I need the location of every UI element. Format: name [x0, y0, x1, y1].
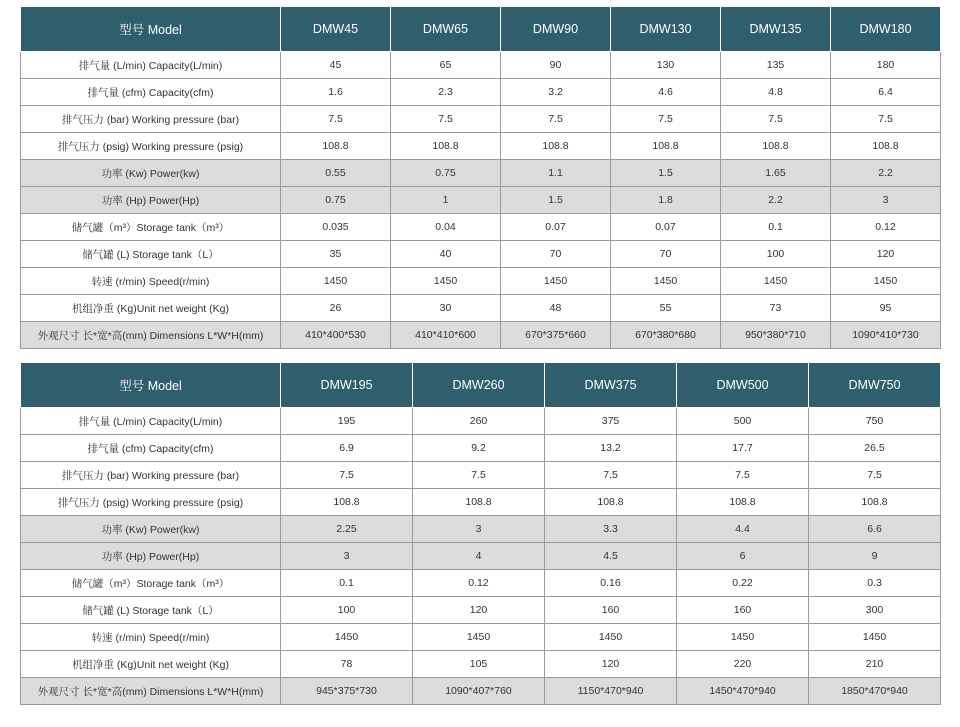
spec-row-label: 排气量 (cfm) Capacity(cfm) — [21, 435, 281, 462]
spec-cell: 3 — [831, 187, 941, 214]
spec-cell: 0.16 — [545, 570, 677, 597]
spec-cell: 1450 — [831, 268, 941, 295]
spec-row — [21, 462, 941, 489]
spec-cell: 0.12 — [831, 214, 941, 241]
spec-cell: 70 — [611, 241, 721, 268]
spec-cell: 1450 — [391, 268, 501, 295]
spec-cell: 100 — [721, 241, 831, 268]
spec-cell: 0.22 — [677, 570, 809, 597]
spec-cell: 670*380*680 — [611, 322, 721, 349]
spec-cell: 108.8 — [677, 489, 809, 516]
spec-cell: 120 — [413, 597, 545, 624]
model-name: DMW500 — [677, 363, 809, 408]
spec-cell: 2.3 — [391, 79, 501, 106]
spec-cell: 1450 — [677, 624, 809, 651]
spec-row-label: 功率 (Kw) Power(kw) — [21, 516, 281, 543]
spec-cell: 135 — [721, 52, 831, 79]
model-name: DMW90 — [501, 7, 611, 52]
spec-cell: 13.2 — [545, 435, 677, 462]
spec-cell: 9.2 — [413, 435, 545, 462]
spec-row-label: 排气压力 (bar) Working pressure (bar) — [21, 462, 281, 489]
spec-row — [21, 651, 941, 678]
spec-cell: 4.8 — [721, 79, 831, 106]
spec-row-label: 储气罐 (L) Storage tank（L） — [21, 597, 281, 624]
spec-cell: 3 — [413, 516, 545, 543]
spec-row — [21, 52, 941, 79]
spec-cell: 0.3 — [809, 570, 941, 597]
spec-cell: 0.07 — [501, 214, 611, 241]
spec-cell: 108.8 — [391, 133, 501, 160]
spec-cell: 3.3 — [545, 516, 677, 543]
spec-row — [21, 597, 941, 624]
spec-row-label: 排气压力 (psig) Working pressure (psig) — [21, 489, 281, 516]
spec-cell: 0.1 — [721, 214, 831, 241]
model-header-label: 型号 Model — [21, 363, 281, 408]
spec-cell: 3 — [281, 543, 413, 570]
spec-row-label: 功率 (Kw) Power(kw) — [21, 160, 281, 187]
spec-cell: 48 — [501, 295, 611, 322]
spec-cell: 160 — [677, 597, 809, 624]
spec-cell: 2.25 — [281, 516, 413, 543]
spec-cell: 375 — [545, 408, 677, 435]
model-name: DMW180 — [831, 7, 941, 52]
spec-cell: 17.7 — [677, 435, 809, 462]
spec-row — [21, 570, 941, 597]
spec-cell: 0.75 — [391, 160, 501, 187]
spec-row — [21, 106, 941, 133]
spec-cell: 1450 — [281, 268, 391, 295]
spec-cell: 4.4 — [677, 516, 809, 543]
spec-cell: 4 — [413, 543, 545, 570]
spec-cell: 108.8 — [501, 133, 611, 160]
spec-row — [21, 678, 941, 705]
spec-row — [21, 133, 941, 160]
spec-row-label: 转速 (r/min) Speed(r/min) — [21, 624, 281, 651]
spec-cell: 108.8 — [831, 133, 941, 160]
spec-cell: 120 — [545, 651, 677, 678]
spec-cell: 108.8 — [611, 133, 721, 160]
spec-cell: 6 — [677, 543, 809, 570]
spec-row — [21, 624, 941, 651]
spec-cell: 0.12 — [413, 570, 545, 597]
spec-cell: 180 — [831, 52, 941, 79]
spec-cell: 108.8 — [281, 489, 413, 516]
spec-cell: 300 — [809, 597, 941, 624]
spec-cell: 90 — [501, 52, 611, 79]
spec-cell: 210 — [809, 651, 941, 678]
spec-cell: 9 — [809, 543, 941, 570]
spec-cell: 105 — [413, 651, 545, 678]
spec-row — [21, 187, 941, 214]
spec-row-label: 功率 (Hp) Power(Hp) — [21, 543, 281, 570]
spec-row — [21, 489, 941, 516]
spec-cell: 108.8 — [281, 133, 391, 160]
model-name: DMW65 — [391, 7, 501, 52]
spec-cell: 1090*410*730 — [831, 322, 941, 349]
model-name: DMW45 — [281, 7, 391, 52]
spec-table-2 — [20, 362, 941, 705]
spec-cell: 120 — [831, 241, 941, 268]
spec-row-label: 外观尺寸 长*宽*高(mm) Dimensions L*W*H(mm) — [21, 322, 281, 349]
spec-cell: 195 — [281, 408, 413, 435]
spec-cell: 108.8 — [809, 489, 941, 516]
spec-cell: 45 — [281, 52, 391, 79]
spec-cell: 160 — [545, 597, 677, 624]
spec-cell: 6.6 — [809, 516, 941, 543]
spec-cell: 670*375*660 — [501, 322, 611, 349]
spec-cell: 35 — [281, 241, 391, 268]
model-name: DMW135 — [721, 7, 831, 52]
spec-cell: 7.5 — [391, 106, 501, 133]
spec-cell: 1850*470*940 — [809, 678, 941, 705]
spec-cell: 950*380*710 — [721, 322, 831, 349]
spec-cell: 65 — [391, 52, 501, 79]
spec-row — [21, 516, 941, 543]
spec-cell: 7.5 — [809, 462, 941, 489]
spec-row-label: 排气量 (L/min) Capacity(L/min) — [21, 52, 281, 79]
spec-cell: 30 — [391, 295, 501, 322]
spec-cell: 55 — [611, 295, 721, 322]
spec-cell: 70 — [501, 241, 611, 268]
spec-cell: 750 — [809, 408, 941, 435]
spec-row-label: 机组净重 (Kg)Unit net weight (Kg) — [21, 295, 281, 322]
spec-row-label: 功率 (Hp) Power(Hp) — [21, 187, 281, 214]
spec-cell: 0.04 — [391, 214, 501, 241]
header-row — [21, 363, 941, 408]
spec-cell: 1450*470*940 — [677, 678, 809, 705]
spec-cell: 6.9 — [281, 435, 413, 462]
spec-table-body — [21, 52, 941, 349]
spec-row-label: 储气罐（m³）Storage tank（m³） — [21, 214, 281, 241]
model-name: DMW375 — [545, 363, 677, 408]
spec-row — [21, 435, 941, 462]
spec-cell: 1.6 — [281, 79, 391, 106]
spec-cell: 7.5 — [611, 106, 721, 133]
spec-row-label: 排气量 (cfm) Capacity(cfm) — [21, 79, 281, 106]
spec-cell: 500 — [677, 408, 809, 435]
spec-row-label: 排气压力 (bar) Working pressure (bar) — [21, 106, 281, 133]
spec-cell: 1150*470*940 — [545, 678, 677, 705]
spec-cell: 945*375*730 — [281, 678, 413, 705]
spec-row-label: 外观尺寸 长*宽*高(mm) Dimensions L*W*H(mm) — [21, 678, 281, 705]
spec-cell: 6.4 — [831, 79, 941, 106]
spec-cell: 410*410*600 — [391, 322, 501, 349]
model-name: DMW750 — [809, 363, 941, 408]
spec-cell: 1.1 — [501, 160, 611, 187]
spec-cell: 2.2 — [831, 160, 941, 187]
spec-row — [21, 79, 941, 106]
spec-cell: 1450 — [721, 268, 831, 295]
spec-cell: 100 — [281, 597, 413, 624]
spec-cell: 1.5 — [611, 160, 721, 187]
spec-row-label: 储气罐 (L) Storage tank（L） — [21, 241, 281, 268]
spec-cell: 0.1 — [281, 570, 413, 597]
spec-cell: 1.65 — [721, 160, 831, 187]
spec-cell: 130 — [611, 52, 721, 79]
spec-row-label: 转速 (r/min) Speed(r/min) — [21, 268, 281, 295]
spec-cell: 0.07 — [611, 214, 721, 241]
spec-row-label: 储气罐（m³）Storage tank（m³） — [21, 570, 281, 597]
spec-cell: 410*400*530 — [281, 322, 391, 349]
model-name: DMW195 — [281, 363, 413, 408]
spec-cell: 1090*407*760 — [413, 678, 545, 705]
spec-cell: 7.5 — [281, 106, 391, 133]
spec-cell: 1450 — [809, 624, 941, 651]
spec-cell: 0.55 — [281, 160, 391, 187]
spec-cell: 7.5 — [545, 462, 677, 489]
spec-row — [21, 268, 941, 295]
spec-cell: 7.5 — [501, 106, 611, 133]
spec-table-1 — [20, 6, 941, 349]
spec-cell: 7.5 — [281, 462, 413, 489]
spec-cell: 1 — [391, 187, 501, 214]
spec-cell: 73 — [721, 295, 831, 322]
spec-cell: 4.6 — [611, 79, 721, 106]
spec-cell: 7.5 — [677, 462, 809, 489]
spec-cell: 1450 — [611, 268, 721, 295]
spec-row — [21, 543, 941, 570]
model-name: DMW130 — [611, 7, 721, 52]
spec-table-body — [21, 408, 941, 705]
spec-cell: 4.5 — [545, 543, 677, 570]
spec-cell: 220 — [677, 651, 809, 678]
spec-row-label: 机组净重 (Kg)Unit net weight (Kg) — [21, 651, 281, 678]
spec-cell: 1.5 — [501, 187, 611, 214]
model-name: DMW260 — [413, 363, 545, 408]
spec-row — [21, 408, 941, 435]
spec-row — [21, 214, 941, 241]
spec-cell: 260 — [413, 408, 545, 435]
spec-row — [21, 295, 941, 322]
spec-cell: 1450 — [413, 624, 545, 651]
spec-cell: 0.75 — [281, 187, 391, 214]
spec-cell: 26.5 — [809, 435, 941, 462]
spec-row — [21, 241, 941, 268]
spec-cell: 108.8 — [545, 489, 677, 516]
header-row — [21, 7, 941, 52]
spec-row — [21, 322, 941, 349]
model-header-label: 型号 Model — [21, 7, 281, 52]
spec-cell: 78 — [281, 651, 413, 678]
spec-cell: 40 — [391, 241, 501, 268]
spec-row-label: 排气量 (L/min) Capacity(L/min) — [21, 408, 281, 435]
spec-cell: 2.2 — [721, 187, 831, 214]
spec-cell: 1450 — [545, 624, 677, 651]
spec-cell: 95 — [831, 295, 941, 322]
spec-cell: 108.8 — [413, 489, 545, 516]
spec-cell: 1450 — [281, 624, 413, 651]
spec-cell: 0.035 — [281, 214, 391, 241]
spec-row — [21, 160, 941, 187]
spec-cell: 1.8 — [611, 187, 721, 214]
spec-cell: 7.5 — [413, 462, 545, 489]
spec-cell: 26 — [281, 295, 391, 322]
spec-row-label: 排气压力 (psig) Working pressure (psig) — [21, 133, 281, 160]
spec-cell: 1450 — [501, 268, 611, 295]
spec-cell: 3.2 — [501, 79, 611, 106]
spec-cell: 7.5 — [721, 106, 831, 133]
spec-cell: 7.5 — [831, 106, 941, 133]
spec-cell: 108.8 — [721, 133, 831, 160]
